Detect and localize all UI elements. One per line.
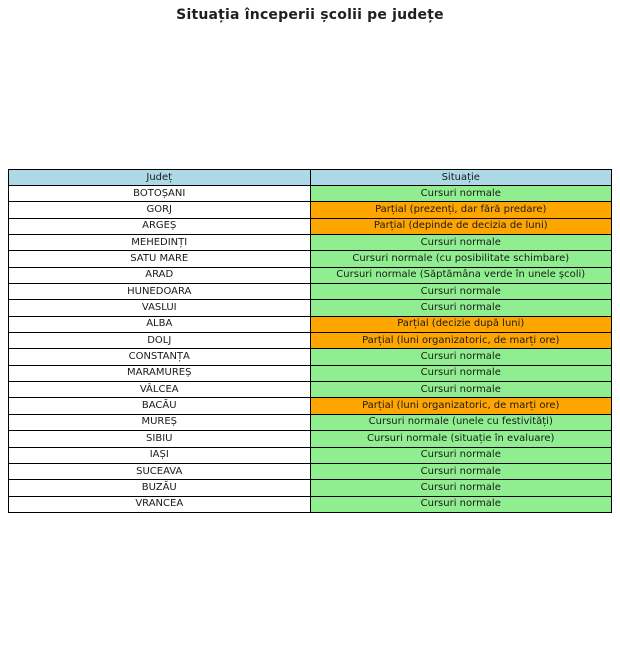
county-cell: SIBIU — [9, 431, 311, 447]
status-cell: Parțial (decizie după luni) — [310, 316, 612, 332]
county-cell: VRANCEA — [9, 496, 311, 512]
table-row — [9, 202, 612, 218]
table-row — [9, 186, 612, 202]
table-row — [9, 267, 612, 283]
county-cell: SATU MARE — [9, 251, 311, 267]
table-row — [9, 218, 612, 234]
status-cell: Cursuri normale — [310, 349, 612, 365]
header-row — [9, 170, 612, 186]
table-row — [9, 349, 612, 365]
table-row — [9, 398, 612, 414]
table-row — [9, 235, 612, 251]
table-row — [9, 300, 612, 316]
table-row — [9, 333, 612, 349]
status-cell: Cursuri normale — [310, 300, 612, 316]
column-header-judet: Județ — [9, 170, 311, 186]
status-cell: Cursuri normale (unele cu festivități) — [310, 414, 612, 430]
county-cell: VÂLCEA — [9, 382, 311, 398]
table-row — [9, 382, 612, 398]
status-cell: Cursuri normale — [310, 235, 612, 251]
status-cell: Cursuri normale (Săptămâna verde în unele școli) — [310, 267, 612, 283]
county-cell: MUREȘ — [9, 414, 311, 430]
school-status-table — [8, 169, 612, 513]
county-cell: DOLJ — [9, 333, 311, 349]
county-cell: ARAD — [9, 267, 311, 283]
table-row — [9, 414, 612, 430]
county-cell: IAȘI — [9, 447, 311, 463]
status-cell: Cursuri normale (cu posibilitate schimbare) — [310, 251, 612, 267]
county-cell: BACĂU — [9, 398, 311, 414]
county-cell: SUCEAVA — [9, 463, 311, 479]
status-cell: Cursuri normale — [310, 382, 612, 398]
table-row — [9, 480, 612, 496]
status-cell: Cursuri normale — [310, 480, 612, 496]
status-cell: Cursuri normale — [310, 365, 612, 381]
table-row — [9, 463, 612, 479]
table-row — [9, 431, 612, 447]
county-cell: CONSTANȚA — [9, 349, 311, 365]
status-cell: Cursuri normale — [310, 463, 612, 479]
county-cell: HUNEDOARA — [9, 284, 311, 300]
county-cell: VASLUI — [9, 300, 311, 316]
table-row — [9, 316, 612, 332]
county-cell: ARGEȘ — [9, 218, 311, 234]
status-cell: Cursuri normale — [310, 186, 612, 202]
county-cell: BUZĂU — [9, 480, 311, 496]
county-cell: BOTOȘANI — [9, 186, 311, 202]
status-cell: Parțial (luni organizatoric, de marți ore) — [310, 333, 612, 349]
table-row — [9, 365, 612, 381]
table-row — [9, 284, 612, 300]
status-cell: Cursuri normale — [310, 496, 612, 512]
status-cell: Cursuri normale — [310, 447, 612, 463]
county-cell: ALBA — [9, 316, 311, 332]
page-title: Situația începerii școlii pe județe — [176, 7, 444, 23]
status-cell: Cursuri normale — [310, 284, 612, 300]
column-header-situatie: Situație — [310, 170, 612, 186]
status-cell: Parțial (luni organizatoric, de marți ore) — [310, 398, 612, 414]
county-cell: MEHEDINȚI — [9, 235, 311, 251]
county-cell: MARAMUREȘ — [9, 365, 311, 381]
table-body — [9, 186, 612, 513]
table-row — [9, 496, 612, 512]
status-cell: Parțial (depinde de decizia de luni) — [310, 218, 612, 234]
status-cell: Parțial (prezenți, dar fără predare) — [310, 202, 612, 218]
table-row — [9, 447, 612, 463]
status-cell: Cursuri normale (situație în evaluare) — [310, 431, 612, 447]
county-cell: GORJ — [9, 202, 311, 218]
table-row — [9, 251, 612, 267]
